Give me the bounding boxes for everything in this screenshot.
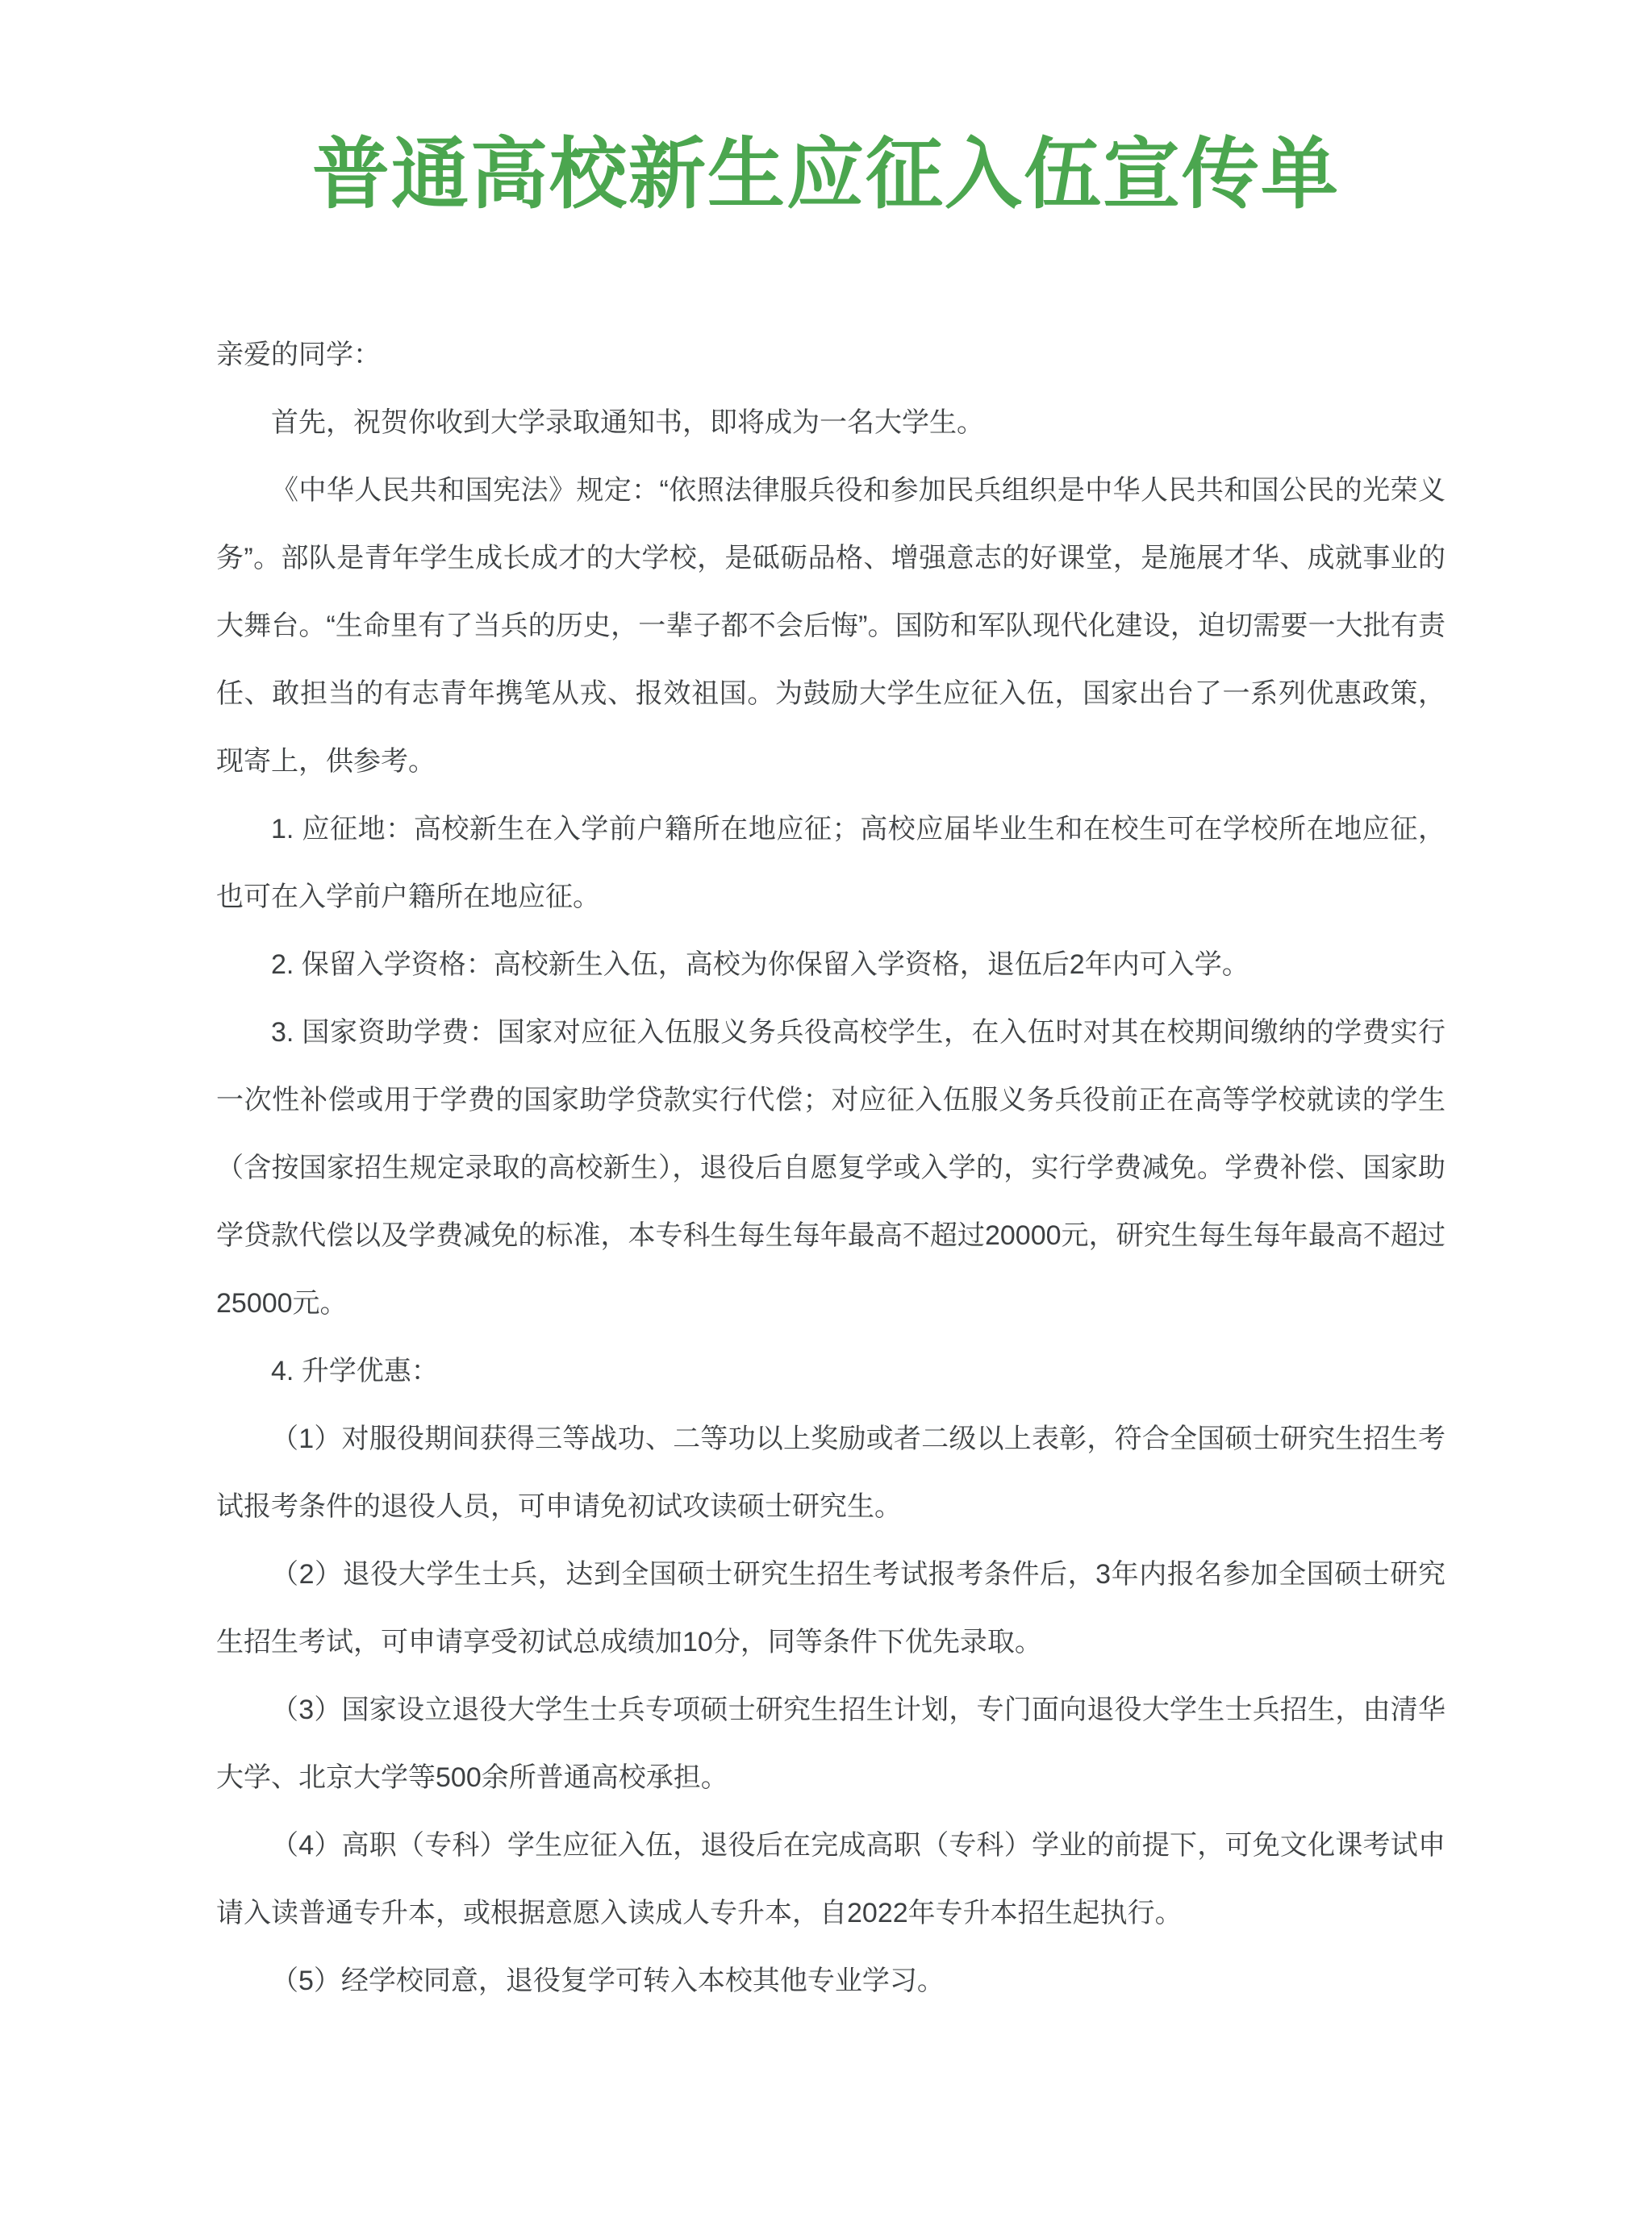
paragraph-item-4-4: （4）高职（专科）学生应征入伍，退役后在完成高职（专科）学业的前提下，可免文化课考试申请入读普通专升本，或根据意愿入读成人专升本，自2022年专升本招生起执行。 [216,1830,1446,1928]
paragraph-item-4-2: （2）退役大学生士兵，达到全国硕士研究生招生考试报考条件后，3年内报名参加全国硕士研究生招生考试，可申请享受初试总成绩加10分，同等条件下优先录取。 [216,1559,1446,1657]
paragraph-item-4-further-study: 4. 升学优惠： [271,1356,439,1386]
paragraph-item-2-retain-admission: 2. 保留入学资格：高校新生入伍，高校为你保留入学资格，退伍后2年内可入学。 [271,949,1249,980]
paragraph-item-4-1: （1）对服役期间获得三等战功、二等功以上奖励或者二级以上表彰，符合全国硕士研究生招生考试报考条件的退役人员，可申请免初试攻读硕士研究生。 [216,1424,1446,1522]
paragraph-intro-policy: 《中华人民共和国宪法》规定：“依照法律服兵役和参加民兵组织是中华人民共和国公民的光荣义务”。部队是青年学生成长成才的大学校，是砥砺品格、增强意志的好课堂，是施展才华、成就事业的大舞台。“生命里有了当兵的历史，一辈子都不会后悔”。国防和军队现代化建设，迫切需要一大批有责任、敢担当的有志青年携笔从戎、报效祖国。为鼓励大学生应征入伍，国家出台了一系列优惠政策，现寄上，供参考。 [216,475,1446,777]
paragraph-intro-congratulation: 首先，祝贺你收到大学录取通知书，即将成为一名大学生。 [271,407,984,438]
page-title: 普通高校新生应征入伍宣传单 [312,128,1340,219]
paragraph-item-3-tuition-funding: 3. 国家资助学费：国家对应征入伍服义务兵役高校学生，在入伍时对其在校期间缴纳的学费实行一次性补偿或用于学费的国家助学贷款实行代偿；对应征入伍服义务兵役前正在高等学校就读的学生（含按国家招生规定录取的高校新生），退役后自愿复学或入学的，实行学费减免。学费补偿、国家助学贷款代偿以及学费减免的标准，本专科生每生每年最高不超过20000元，研究生每生每年最高不超过25000元。 [216,1017,1446,1319]
paragraph-salutation: 亲爱的同学： [216,340,381,370]
paragraph-item-4-3: （3）国家设立退役大学生士兵专项硕士研究生招生计划，专门面向退役大学生士兵招生，由清华大学、北京大学等500余所普通高校承担。 [216,1695,1446,1793]
document-body [216,321,1446,2015]
paragraph-item-1-enlistment-place: 1. 应征地：高校新生在入学前户籍所在地应征；高校应届毕业生和在校生可在学校所在地应征，也可在入学前户籍所在地应征。 [216,814,1446,912]
paragraph-item-4-5: （5）经学校同意，退役复学可转入本校其他专业学习。 [271,1966,945,1996]
